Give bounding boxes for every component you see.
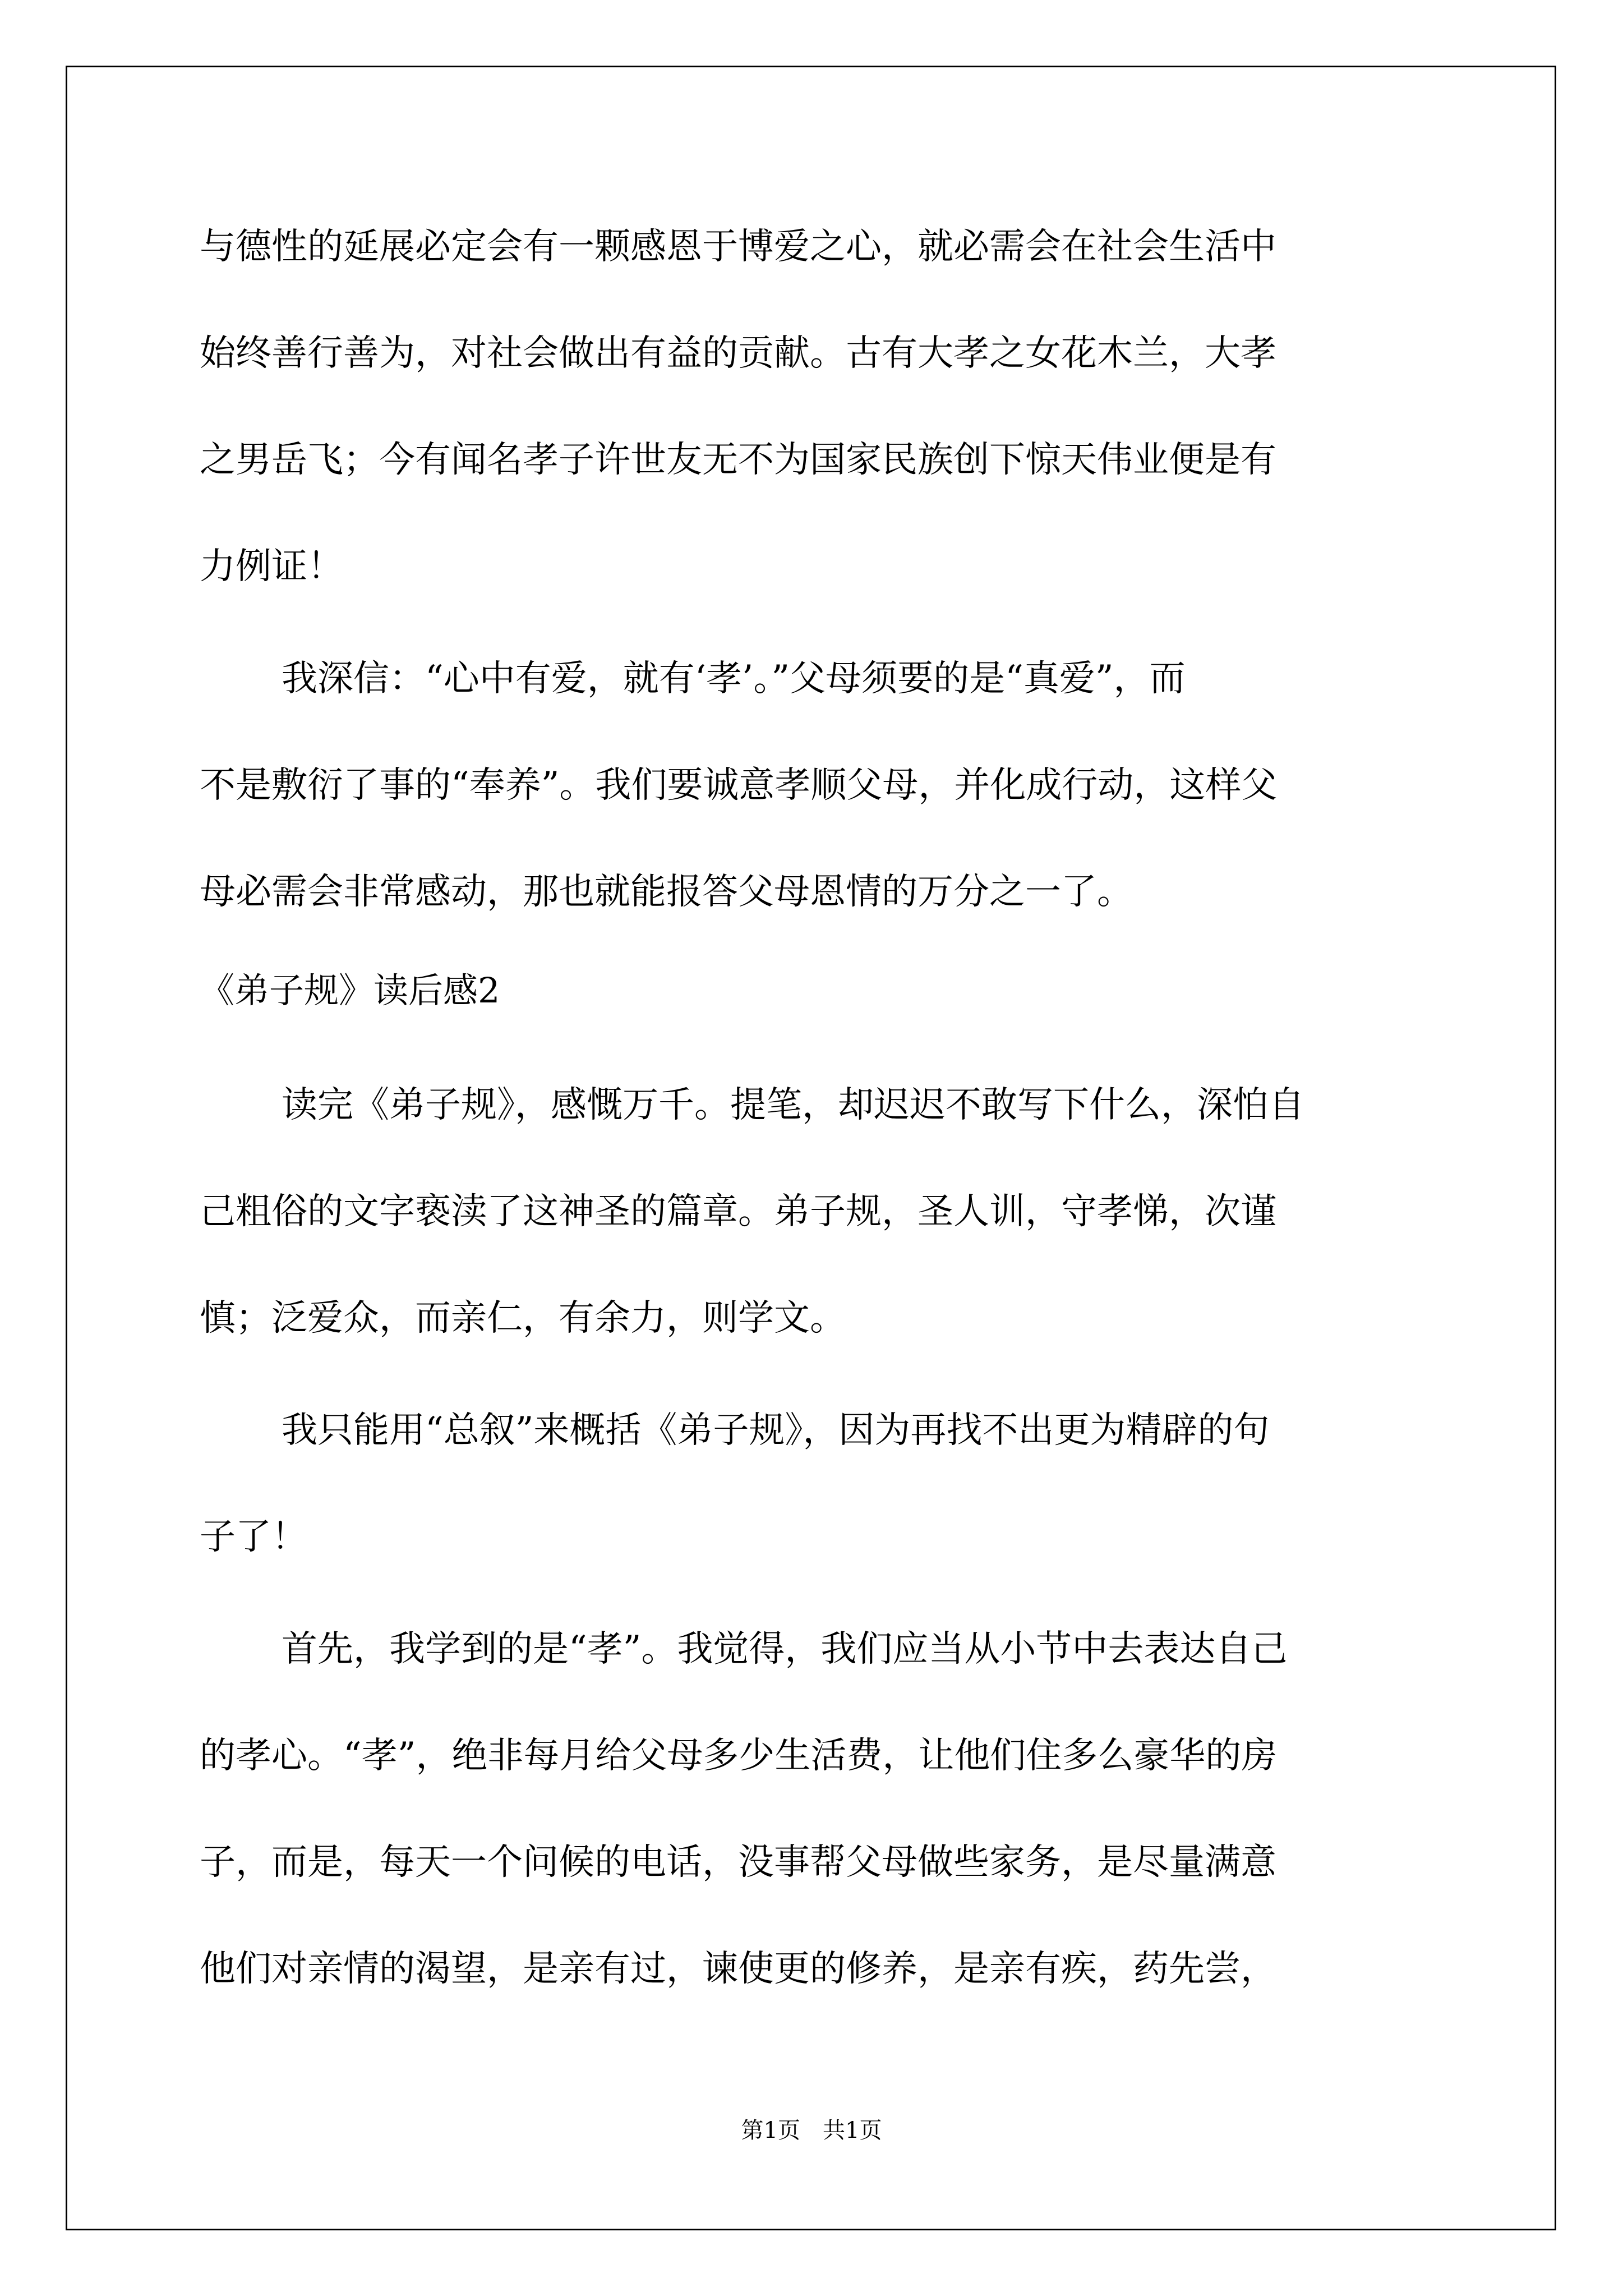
page-border <box>66 66 1556 2230</box>
body-line: 母必需会非常感动，那也就能报答父母恩情的万分之一了。 <box>200 871 1133 913</box>
paragraph-start-line: 读完《弟子规》，感慨万千。提笔，却迟迟不敢写下什么，深怕自 <box>282 1084 1304 1126</box>
body-line: 力例证！ <box>200 546 343 587</box>
paragraph-start-line: 我深信：“心中有爱，就有‘孝’。”父母须要的是“真爱”，而 <box>282 658 1186 700</box>
body-line: 慎；泛爱众，而亲仁，有余力，则学文。 <box>200 1297 846 1339</box>
body-line: 子了！ <box>200 1516 307 1558</box>
body-line: 他们对亲情的渴望，是亲有过，谏使更的修养，是亲有疾，药先尝， <box>200 1948 1276 1990</box>
body-line: 始终善行善为，对社会做出有益的贡献。古有大孝之女花木兰，大孝 <box>200 333 1276 374</box>
body-line: 己粗俗的文字亵渎了这神圣的篇章。弟子规，圣人训，守孝悌，次谨 <box>200 1191 1276 1232</box>
body-line: 的孝心。“孝”，绝非每月给父母多少生活费，让他们住多么豪华的房 <box>200 1735 1278 1777</box>
body-line: 与德性的延展必定会有一颗感恩于博爱之心，就必需会在社会生活中 <box>200 226 1276 268</box>
paragraph-start-line: 我只能用“总叙”来概括《弟子规》，因为再找不出更为精辟的句 <box>282 1410 1270 1451</box>
body-line: 之男岳飞；今有闻名孝子许世友无不为国家民族创下惊天伟业便是有 <box>200 439 1276 481</box>
page-footer: 第1页 共1页 <box>741 2118 882 2143</box>
body-line: 不是敷衍了事的“奉养”。我们要诚意孝顺父母，并化成行动，这样父 <box>200 765 1278 806</box>
section-title: 《弟子规》读后感2 <box>200 970 500 1011</box>
body-line: 子，而是，每天一个问候的电话，没事帮父母做些家务，是尽量满意 <box>200 1842 1276 1883</box>
paragraph-start-line: 首先，我学到的是“孝”。我觉得，我们应当从小节中去表达自己 <box>282 1628 1288 1670</box>
